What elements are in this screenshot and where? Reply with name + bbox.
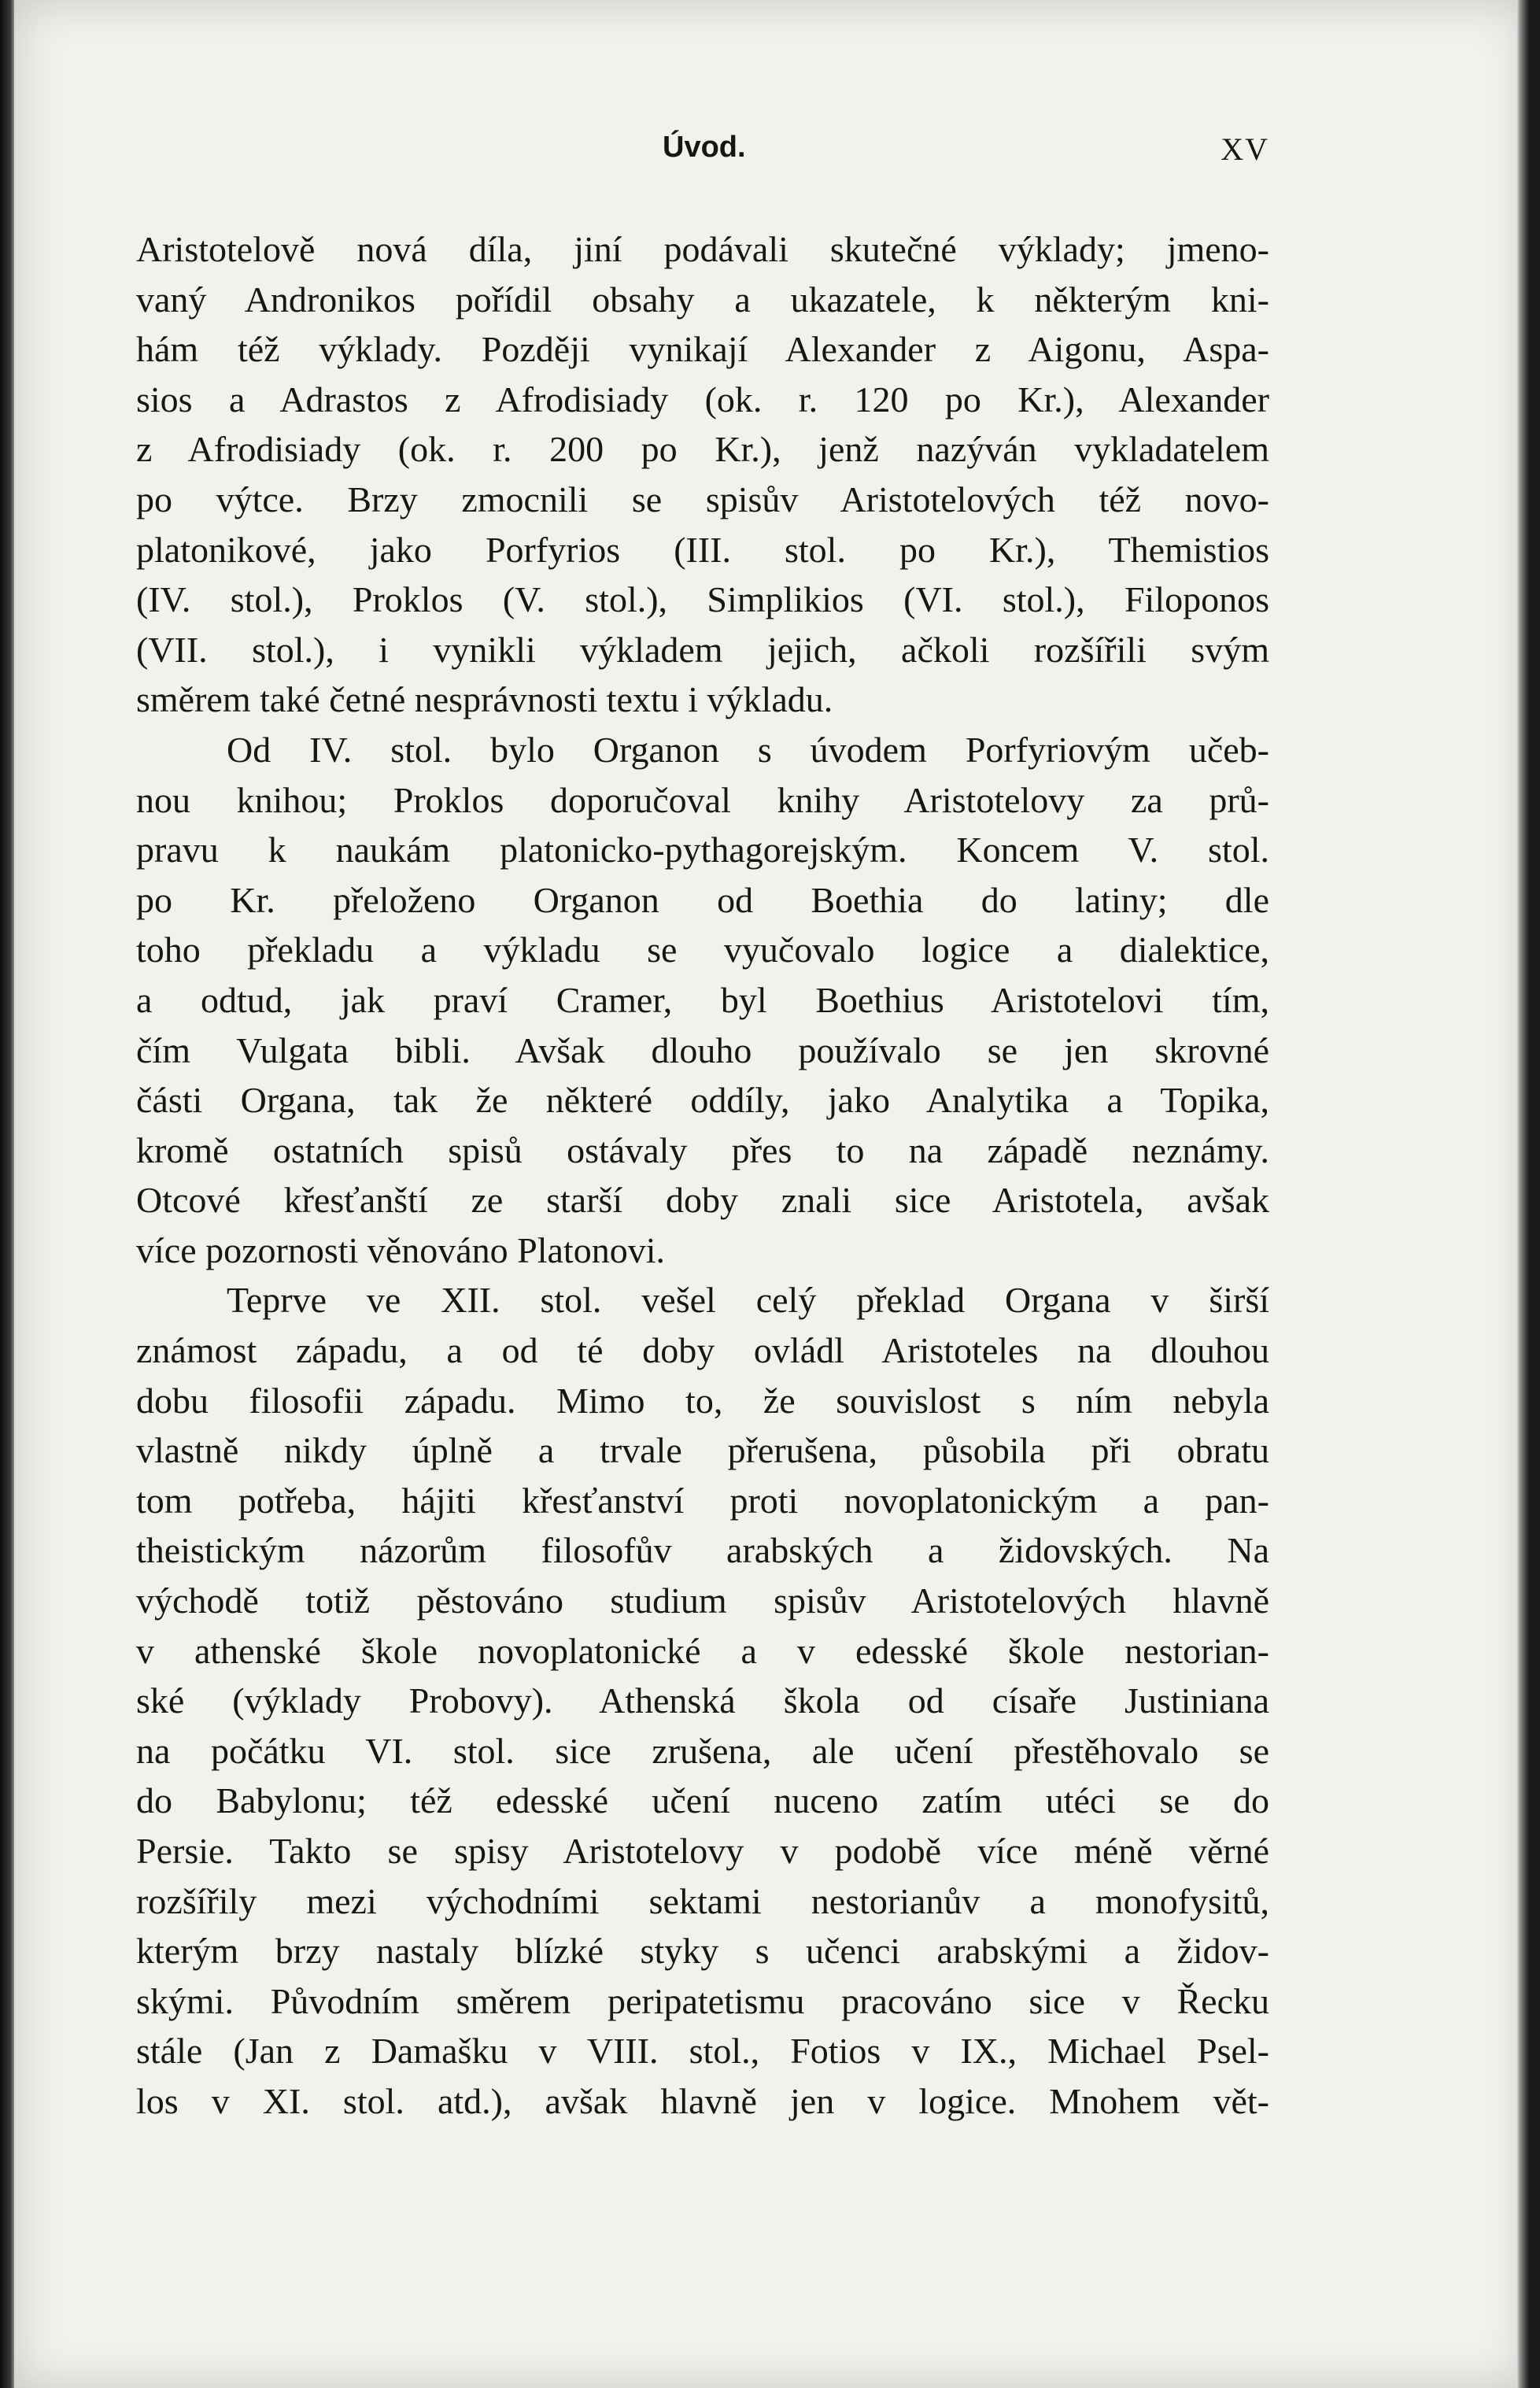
body-text [136, 224, 1269, 2127]
text-line: skými. Původním směrem peripatetismu pracováno sice v Řecku [136, 1980, 1269, 2021]
text-line: známost západu, a od té doby ovládl Aristoteles na dlouhou [136, 1330, 1269, 1371]
text-line: na počátku VI. stol. sice zrušena, ale učení přestěhovalo se [136, 1730, 1269, 1771]
text-line: (VII. stol.), i vynikli výkladem jejich, ačkoli rozšířili svým [136, 629, 1269, 670]
text-line: platonikové, jako Porfyrios (III. stol. po Kr.), Themistios [136, 529, 1269, 570]
text-line: východě totiž pěstováno studium spisův Aristotelových hlavně [136, 1580, 1269, 1621]
text-line: ské (výklady Probovy). Athenská škola od císaře Justiniana [136, 1680, 1269, 1721]
paragraph-start-line: Teprve ve XII. stol. vešel celý překlad Organa v širší [227, 1280, 1269, 1321]
text-line: po výtce. Brzy zmocnili se spisův Aristotelových též novo- [136, 479, 1269, 519]
text-line: po Kr. přeloženo Organon od Boethia do latiny; dle [136, 879, 1269, 920]
text-line: do Babylonu; též edesské učení nuceno zatím utéci se do [136, 1780, 1269, 1821]
text-line: směrem také četné nesprávnosti textu i výkladu. [136, 679, 833, 720]
text-line: sios a Adrastos z Afrodisiady (ok. r. 120 po Kr.), Alexander [136, 379, 1269, 420]
text-line: kterým brzy nastaly blízké styky s učenci arabskými a židov- [136, 1931, 1269, 1972]
text-line: pravu k naukám platonicko-pythagorejským. Koncem V. stol. [136, 830, 1269, 871]
text-line: theistickým názorům filosofův arabských a židovských. Na [136, 1530, 1269, 1571]
text-line: stále (Jan z Damašku v VIII. stol., Fotios v IX., Michael Psel- [136, 2031, 1269, 2072]
text-line: čím Vulgata bibli. Avšak dlouho používalo se jen skrovné [136, 1030, 1269, 1070]
text-line: a odtud, jak praví Cramer, byl Boethius Aristotelovi tím, [136, 979, 1269, 1020]
text-line: Aristotelově nová díla, jiní podávali skutečné výklady; jmeno- [136, 229, 1269, 269]
running-title: Úvod. [663, 131, 746, 164]
page-number: XV [1221, 131, 1269, 167]
text-line: Otcové křesťanští ze starší doby znali sice Aristotela, avšak [136, 1180, 1269, 1221]
text-line: Persie. Takto se spisy Aristotelovy v podobě více méně věrné [136, 1831, 1269, 1871]
text-line: dobu filosofii západu. Mimo to, že souvislost s ním nebyla [136, 1380, 1269, 1421]
text-line: rozšířily mezi východními sektami nestorianův a monofysitů, [136, 1880, 1269, 1921]
text-line: nou knihou; Proklos doporučoval knihy Aristotelovy za prů- [136, 779, 1269, 820]
text-line: v athenské škole novoplatonické a v edesské škole nestorian- [136, 1630, 1269, 1671]
running-header [136, 131, 1269, 178]
text-line: více pozornosti věnováno Platonovi. [136, 1229, 665, 1270]
text-line: z Afrodisiady (ok. r. 200 po Kr.), jenž nazýván vykladatelem [136, 429, 1269, 470]
text-line: hám též výklady. Později vynikají Alexander z Aigonu, Aspa- [136, 329, 1269, 370]
book-page [14, 0, 1529, 2388]
text-line: tom potřeba, hájiti křesťanství proti novoplatonickým a pan- [136, 1480, 1269, 1521]
paragraph-start-line: Od IV. stol. bylo Organon s úvodem Porfyriovým učeb- [227, 729, 1269, 770]
text-line: části Organa, tak že některé oddíly, jako Analytika a Topika, [136, 1080, 1269, 1121]
text-line: kromě ostatních spisů ostávaly přes to na západě neznámy. [136, 1129, 1269, 1170]
text-line: (IV. stol.), Proklos (V. stol.), Simplikios (VI. stol.), Filoponos [136, 579, 1269, 620]
text-line: los v XI. stol. atd.), avšak hlavně jen v logice. Mnohem vět- [136, 2080, 1269, 2121]
text-line: vaný Andronikos pořídil obsahy a ukazatele, k některým kni- [136, 279, 1269, 320]
text-line: toho překladu a výkladu se vyučovalo logice a dialektice, [136, 930, 1269, 970]
text-line: vlastně nikdy úplně a trvale přerušena, působila při obratu [136, 1430, 1269, 1471]
scan-right-edge [1516, 0, 1529, 2388]
